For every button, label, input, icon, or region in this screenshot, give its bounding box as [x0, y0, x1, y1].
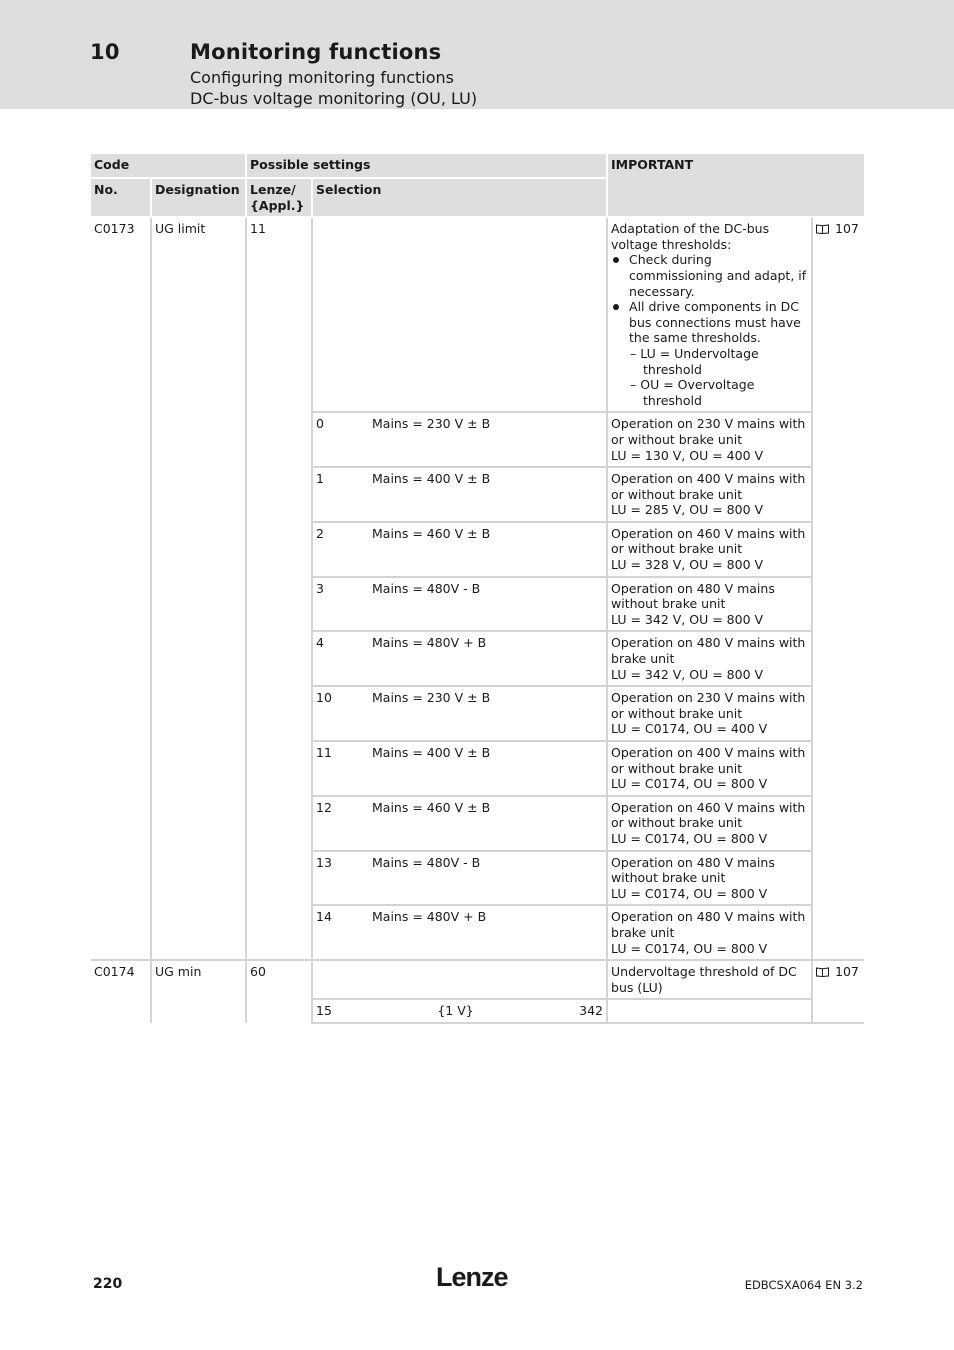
description-line: or without brake unit	[611, 486, 743, 502]
important-intro: Adaptation of the DC-bus voltage thresholds:	[611, 221, 770, 252]
option-number: 0	[316, 416, 324, 432]
option-description	[607, 851, 812, 906]
selection-option	[312, 467, 607, 522]
description-line: or without brake unit	[611, 705, 743, 721]
option-label: Mains = 480V + B	[372, 635, 487, 651]
selection-option	[312, 905, 607, 960]
option-label: Mains = 480V - B	[372, 854, 481, 870]
option-label: Mains = 460 V ± B	[372, 799, 491, 815]
description-line: without brake unit	[611, 596, 726, 612]
description-line: brake unit	[611, 924, 675, 940]
book-icon	[816, 224, 829, 234]
description-line: brake unit	[611, 651, 675, 667]
lenze-header-line2: {Appl.}	[250, 197, 305, 213]
description-line: Operation on 480 V mains with	[611, 635, 806, 651]
option-description	[607, 905, 812, 960]
important-cell	[607, 960, 812, 999]
option-label: Mains = 400 V ± B	[372, 471, 491, 487]
description-line: Operation on 480 V mains	[611, 854, 775, 870]
selection-option	[312, 412, 607, 467]
empty-cell	[812, 851, 864, 906]
empty-cell	[812, 741, 864, 796]
option-label: Mains = 230 V ± B	[372, 690, 491, 706]
option-description	[607, 467, 812, 522]
description-line: LU = C0174, OU = 400 V	[611, 721, 768, 737]
important-header: IMPORTANT	[607, 154, 864, 217]
important-bullet: All drive components in DC bus connections must have the same thresholds.	[611, 299, 808, 346]
empty-cell	[812, 999, 864, 1023]
description-line: LU = C0174, OU = 800 V	[611, 830, 768, 846]
lenze-default: 11	[246, 217, 312, 960]
description-line: LU = C0174, OU = 800 V	[611, 885, 768, 901]
selection-cell	[312, 217, 607, 412]
option-label: Mains = 230 V ± B	[372, 416, 491, 432]
empty-cell	[812, 412, 864, 467]
important-dash-item: – OU = Overvoltage threshold	[630, 377, 755, 408]
option-number: 13	[316, 854, 332, 870]
option-number: 11	[316, 745, 332, 760]
option-description	[607, 412, 812, 467]
description-line: LU = 285 V, OU = 800 V	[611, 502, 764, 518]
selection-option	[312, 631, 607, 686]
description-line: Operation on 230 V mains with	[611, 416, 806, 432]
description-line: Operation on 230 V mains with	[611, 690, 806, 706]
description-line: bus (LU)	[611, 979, 663, 995]
option-number: 14	[316, 909, 332, 925]
description-line: Undervoltage threshold of DC	[611, 964, 797, 980]
description-line: Operation on 460 V mains with	[611, 525, 806, 541]
empty-cell	[812, 686, 864, 741]
description-line: Operation on 480 V mains with	[611, 909, 806, 925]
option-description	[607, 796, 812, 851]
option-description	[607, 522, 812, 577]
designation-header: Designation	[151, 178, 246, 217]
option-description	[607, 577, 812, 632]
code-number: C0174	[91, 960, 151, 1023]
option-description	[607, 741, 812, 796]
description-line: LU = 130 V, OU = 400 V	[611, 447, 764, 463]
description-line: LU = C0174, OU = 800 V	[611, 776, 768, 792]
option-label: Mains = 480V + B	[372, 909, 487, 925]
selection-option	[312, 577, 607, 632]
selection-cell	[312, 960, 607, 999]
option-label: Mains = 480V - B	[372, 580, 481, 596]
description-line: or without brake unit	[611, 815, 743, 831]
document-id: EDBCSXA064 EN 3.2	[744, 1278, 863, 1292]
description-line: Operation on 480 V mains	[611, 580, 775, 596]
option-description	[607, 631, 812, 686]
code-header: Code	[91, 154, 246, 178]
page-reference-number: 107	[835, 964, 859, 980]
empty-cell	[812, 577, 864, 632]
description-line: LU = 328 V, OU = 800 V	[611, 557, 764, 573]
description-line: or without brake unit	[611, 760, 743, 776]
important-cell	[607, 217, 812, 412]
option-label: Mains = 400 V ± B	[372, 745, 491, 760]
option-number: 1	[316, 471, 324, 487]
description-line: or without brake unit	[611, 431, 743, 447]
table-row	[91, 217, 864, 412]
option-number: 3	[316, 580, 324, 596]
possible-settings-header: Possible settings	[246, 154, 607, 178]
book-icon	[816, 967, 829, 977]
description-line: Operation on 400 V mains with	[611, 745, 806, 760]
important-dash-item: – LU = Undervoltage threshold	[630, 345, 759, 377]
important-bullet: Check during commissioning and adapt, if necessary.	[611, 252, 808, 299]
option-number: 2	[316, 525, 324, 541]
description-line: without brake unit	[611, 870, 726, 886]
selection-option	[312, 796, 607, 851]
lenze-default: 60	[246, 960, 312, 1023]
range-min: 15	[316, 1003, 332, 1019]
page-number: 220	[93, 1276, 123, 1292]
selection-option	[312, 851, 607, 906]
section-title: Configuring monitoring functions	[190, 68, 455, 87]
selection-range	[312, 999, 607, 1023]
lenze-header	[246, 178, 312, 217]
description-line: LU = C0174, OU = 800 V	[611, 940, 768, 956]
subsection-title: DC-bus voltage monitoring (OU, LU)	[190, 89, 478, 108]
chapter-number: 10	[90, 40, 120, 64]
table-row	[91, 960, 864, 999]
empty-cell	[812, 467, 864, 522]
option-label: Mains = 460 V ± B	[372, 525, 491, 541]
important-cell	[607, 999, 812, 1023]
no-header: No.	[91, 178, 151, 217]
description-line: or without brake unit	[611, 541, 743, 557]
description-line: LU = 342 V, OU = 800 V	[611, 611, 764, 627]
empty-cell	[812, 631, 864, 686]
page-reference-number: 107	[835, 221, 859, 237]
option-description	[607, 686, 812, 741]
code-number: C0173	[94, 221, 135, 237]
chapter-title: Monitoring functions	[190, 40, 442, 64]
parameter-table	[91, 154, 864, 1024]
selection-header: Selection	[312, 178, 607, 217]
page-reference	[812, 217, 864, 412]
range-max: 342	[579, 1003, 603, 1019]
empty-cell	[812, 796, 864, 851]
page-reference	[812, 960, 864, 999]
selection-option	[312, 741, 607, 796]
option-number: 10	[316, 690, 332, 706]
range-unit: {1 V}	[437, 1003, 474, 1019]
selection-option	[312, 522, 607, 577]
description-line: LU = 342 V, OU = 800 V	[611, 666, 764, 682]
option-number: 4	[316, 635, 324, 651]
description-line: Operation on 400 V mains with	[611, 471, 806, 487]
code-designation: UG min	[151, 960, 246, 1023]
description-line: Operation on 460 V mains with	[611, 799, 806, 815]
empty-cell	[812, 905, 864, 960]
code-designation: UG limit	[151, 217, 246, 960]
empty-cell	[812, 522, 864, 577]
lenze-header-line1: Lenze/	[250, 182, 296, 197]
lenze-logo: Lenze	[436, 1262, 508, 1292]
option-number: 12	[316, 799, 332, 815]
selection-option	[312, 686, 607, 741]
